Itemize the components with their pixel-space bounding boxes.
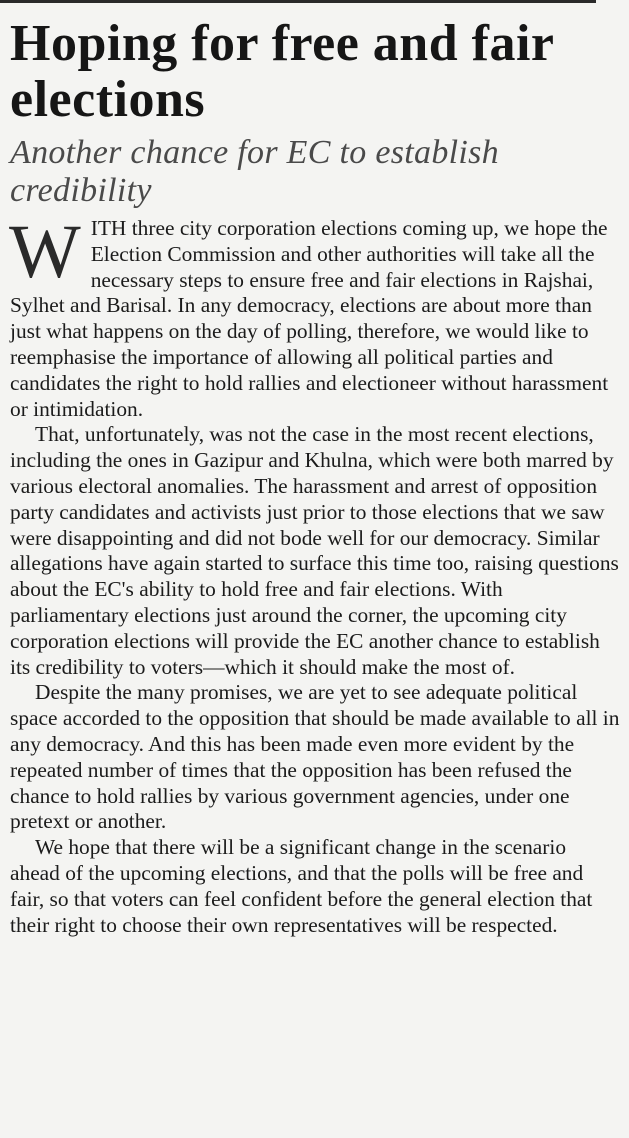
paragraph-4: We hope that there will be a significant change in the scenario ahead of the upcoming elections, and that the polls will be free and fair, so that voters can feel confident before the general election that their right to choose their own representatives will be respected.: [10, 835, 593, 937]
paragraph-1-text: ITH three city corporation elections coming up, we hope the Election Commission and other authorities will take all the necessary steps to ensure free and fair elections in Rajshai, Sylhet and Barisal. In any democracy, elections are about more than just what happens on the day of polling, therefore, we would like to reemphasise the importance of allowing all political parties and candidates the right to hold rallies and electioneer without harassment or intimidation.: [10, 216, 609, 421]
headline: Hoping for free and fair elections: [10, 15, 554, 128]
paragraph-1: [9, 210, 621, 422]
top-rule: [0, 0, 596, 3]
paragraph-2: That, unfortunately, was not the case in the most recent elections, including the ones in Gazipur and Khulna, which were both marred by various electoral anomalies. The harassment and arrest of opposition party candidates and activists just prior to those elections that we saw were disappointing and did not bode well for our democracy. Similar allegations have again started to surface this time too, raising questions about the EC's ability to hold free and fair elections. With parliamentary elections just around the corner, the upcoming city corporation elections will provide the EC another chance to establish its credibility to voters—which it should make the most of.: [10, 422, 619, 679]
drop-cap: W: [9, 210, 81, 294]
paragraph-3: Despite the many promises, we are yet to see adequate political space accorded to the opposition that should be made available to all in any democracy. And this has been made even more evident by the repeated number of times that the opposition has been refused the chance to hold rallies by various government agencies, under one pretext or another.: [10, 680, 620, 834]
article-body: [9, 210, 621, 938]
subheadline: Another chance for EC to establish credibility: [10, 134, 499, 209]
